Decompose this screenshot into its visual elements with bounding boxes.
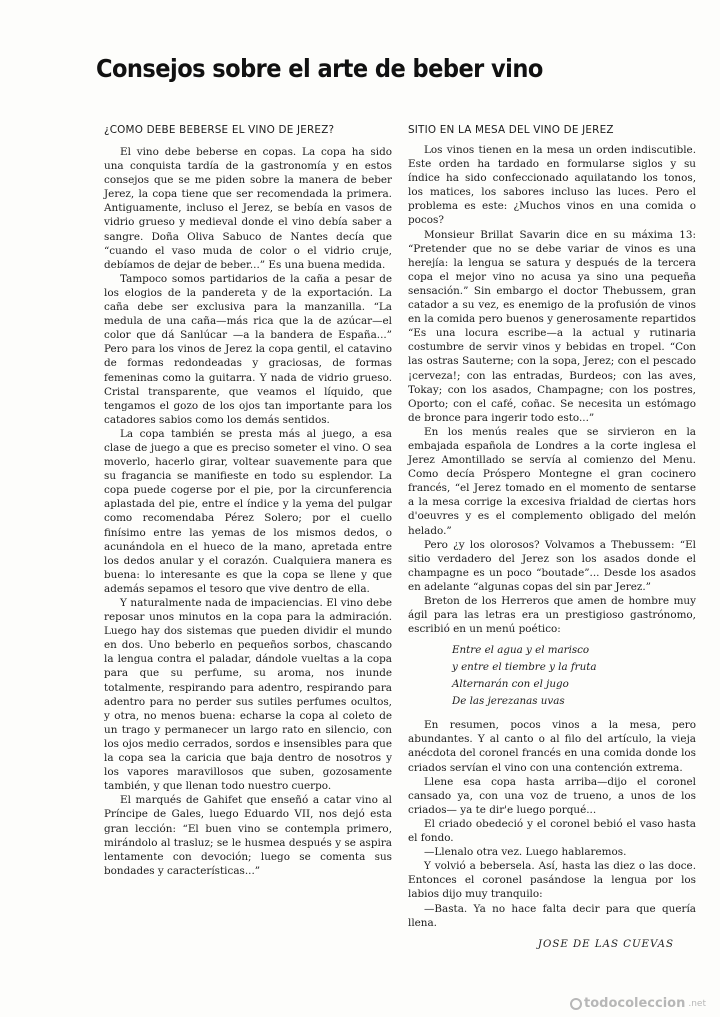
poem-line: y entre el tiembre y la fruta bbox=[452, 661, 597, 674]
right-paragraph: Los vinos tienen en la mesa un orden indiscutible. Este orden ha tardado en formularse siglos y su índice ha sido confeccionado aquilatando los tonos, los matices, los sabores incluso las luces. Pero el problema es este: ¿Muchos vinos en una comida o pocos? bbox=[408, 144, 696, 227]
right-paragraph: —Llenalo otra vez. Luego hablaremos. bbox=[424, 846, 627, 859]
watermark-logo-icon bbox=[570, 998, 582, 1010]
right-paragraph: —Basta. Ya no hace falta decir para que quería llena. bbox=[408, 902, 696, 929]
right-section-heading: SITIO EN LA MESA DEL VINO DE JEREZ bbox=[408, 124, 614, 136]
poem bbox=[452, 642, 696, 710]
right-paragraph: En los menús reales que se sirvieron en la embajada española de Londres a la corte inglesa el Jerez Amontillado se servía al comienzo del Menu. Como decía Próspero Montegne el gran cocinero francés, “el Jerez tomado en el momento de sentarse a la mesa corrige la excesiva frialdad de ciertas hors d'oeuvres y es el complemento obligado del melón helado.” bbox=[408, 425, 696, 537]
article-title: Consejos sobre el arte de beber vino bbox=[96, 54, 543, 83]
author-signature: JOSE DE LAS CUEVAS bbox=[537, 938, 674, 950]
right-column bbox=[408, 124, 696, 952]
left-column bbox=[104, 124, 392, 878]
right-paragraph: Pero ¿y los olorosos? Volvamos a Thebussem: “El sitio verdadero del Jerez son los asados donde el champagne es un poco “boutade”... Desde los asados en adelante “algunas copas del sin par Jerez.” bbox=[408, 538, 696, 593]
right-paragraph: Monsieur Brillat Savarin dice en su máxima 13: “Pretender que no se debe variar de vinos es una herejía: la lengua se satura y después de la tercera copa el mejor vino no acusa ya sino una pequeña sensación.” Sin embargo el doctor Thebussem, gran catador a su vez, es enemigo de la profusión de vinos en la comida pero buenos y generosamente repartidos “Es una locura escribe—a la actual y rutinaria costumbre de servir vinos y bebidas en tropel. “Con las ostras Sauterne; con la sopa, Jerez; con el pescado ¡cerveza!; con las entradas, Burdeos; con las aves, Tokay; con los asados, Champagne; con los postres, Oporto; con el café, coñac. Se necesita un estómago de bronce para ingerir todo esto...” bbox=[408, 228, 696, 424]
poem-line: De las jerezanas uvas bbox=[452, 695, 565, 708]
left-section-heading: ¿COMO DEBE BEBERSE EL VINO DE JEREZ? bbox=[104, 124, 335, 136]
right-paragraph: Breton de los Herreros que amen de hombre muy ágil para las letras era un prestigioso gastrónomo, escribió en un menú poético: bbox=[408, 595, 696, 636]
watermark-domain: .net bbox=[688, 998, 706, 1009]
left-paragraph: Tampoco somos partidarios de la caña a pesar de los elogios de la pandereta y de la exportación. La caña debe ser exclusiva para la manzanilla. “La medula de una caña—más rica que la de azúcar—el color que dá Sanlúcar —a la bandera de España...” Pero para los vinos de Jerez la copa gentil, el catavino de formas redondeadas y graciosas, de formas femeninas como la guitarra. Y nada de vidrio grueso. Cristal transparente, que veamos el líquido, que tengamos el gozo de los ojos tan importante para los catadores sabios como los demás sentidos. bbox=[104, 272, 392, 426]
poem-line: Alternarán con el jugo bbox=[452, 678, 569, 691]
left-paragraph: Y naturalmente nada de impaciencias. El vino debe reposar unos minutos en la copa para la admiración. Luego hay dos sistemas que pueden dividir el mundo en dos. Uno beberlo en pequeños sorbos, chascando la lengua contra el paladar, dándole vueltas a la copa para que su perfume, su aroma, nos inunde totalmente, respirando para adentro, respirando para adentro para no perder sus sutiles perfumes ocultos, y otra, no menos buena: echarse la copa al coleto de un trago y permanecer un largo rato en silencio, con los ojos medio cerrados, sordos e insensibles para que la copa sea la caricia que baja dentro de nosotros y los vapores maravillosos que suben, gozosamente también, y que llenan todo nuestro cuerpo. bbox=[104, 597, 392, 793]
poem-line: Entre el agua y el marisco bbox=[452, 644, 590, 657]
left-paragraph: El marqués de Gahifet que enseñó a catar vino al Príncipe de Gales, luego Eduardo VII, nos dejó esta gran lección: “El buen vino se contempla primero, mirándolo al trasluz; se le husmea después y se aspira lentamente con devoción; luego se comenta sus bondades y características...” bbox=[104, 794, 392, 877]
right-paragraph: Y volvió a bebersela. Así, hasta las diez o las doce. Entonces el coronel pasándose la lengua por los labios dijo muy tranquilo: bbox=[408, 860, 696, 901]
left-paragraph: La copa también se presta más al juego, a esa clase de juego a que es preciso someter el vino. O sea moverlo, hacerlo girar, voltear suavemente para que su fragancia se manifieste en todo su esplendor. La copa puede cogerse por el pie, por la circunferencia aplastada del pie, entre el índice y la yema del pulgar como recomendaba Pérez Solero; por el cuello finísimo entre las yemas de los mismos dedos, o acunándola en el hueco de la mano, apretada entre los dedos anular y el corazón. Cualquiera manera es buena: lo interesante es que la copa se llene y que además sepamos el tesoro que vive dentro de ella. bbox=[104, 427, 392, 595]
right-paragraph: En resumen, pocos vinos a la mesa, pero abundantes. Y al canto o al filo del artículo, la vieja anécdota del coronel francés en una comida donde los criados servían el vino con una contención extrema. bbox=[408, 719, 696, 774]
left-paragraph: El vino debe beberse en copas. La copa ha sido una conquista tardía de la gastronomía y en estos consejos que se me piden sobre la manera de beber Jerez, la copa tiene que ser recomendada la primera. Antiguamente, incluso el Jerez, se bebía en vasos de vidrio grueso y medieval donde el vino debía saber a sangre. Doña Oliva Sabuco de Nantes decía que “cuando el vaso muda de color o el vidrio cruje, debíamos de dejar de beber...” Es una buena medida. bbox=[104, 146, 392, 271]
right-paragraph: El criado obedeció y el coronel bebió el vaso hasta el fondo. bbox=[408, 817, 696, 845]
watermark-text: todocoleccion bbox=[584, 996, 686, 1011]
right-paragraph: Llene esa copa hasta arriba—dijo el coronel cansado ya, con una voz de trueno, a unos de los criados— ya te dir'e luego porqué... bbox=[408, 775, 696, 816]
watermark bbox=[570, 996, 706, 1011]
